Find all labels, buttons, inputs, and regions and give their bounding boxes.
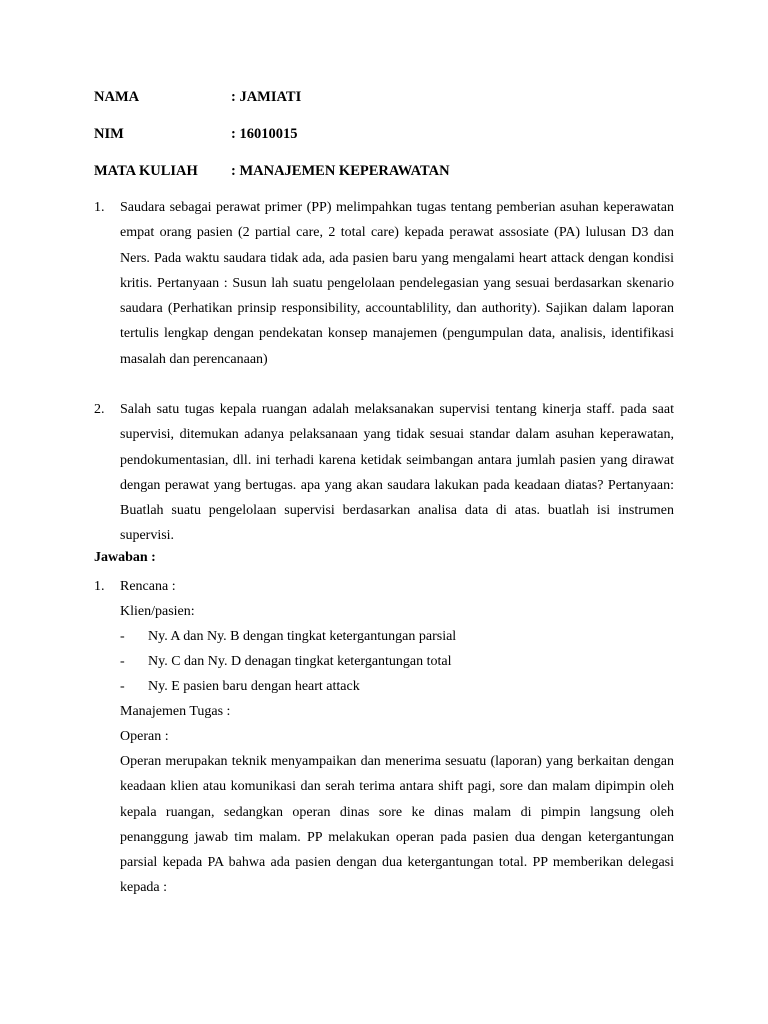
operan-label: Operan : bbox=[120, 729, 169, 744]
answer-heading: Jawaban : bbox=[94, 550, 156, 565]
bullet-item: Ny. E pasien baru dengan heart attack bbox=[148, 679, 360, 694]
answer-number: 1. bbox=[94, 579, 105, 594]
nama-value: : JAMIATI bbox=[231, 89, 302, 105]
nama-label: NAMA bbox=[94, 89, 140, 105]
bullet-item: Ny. C dan Ny. D denagan tingkat ketergantungan total bbox=[148, 654, 452, 669]
nim-value: : 16010015 bbox=[231, 126, 298, 142]
rencana-label: Rencana : bbox=[120, 579, 176, 594]
operan-paragraph: Operan merupakan teknik menyampaikan dan menerima sesuatu (laporan) yang berkaitan dengan keadaan klien atau komunikasi dan serah terima antara shift pagi, sore dan malam dipimpin oleh kepala ruangan, sedangkan operan dinas sore ke dinas malam di pimpin langsung oleh penanggung jawab tim malam. PP melakukan operan pada pasien dua dengan ketergantungan parsial kepada PA bahwa ada pasien dengan dua ketergantungan total. PP memberikan delegasi kepada : bbox=[120, 754, 674, 896]
manajemen-tugas-label: Manajemen Tugas : bbox=[120, 704, 231, 719]
question-2 bbox=[94, 397, 674, 549]
question-number: 2. bbox=[94, 402, 105, 417]
bullet-dash: - bbox=[120, 629, 125, 644]
klien-label: Klien/pasien: bbox=[120, 604, 195, 619]
matakuliah-label: MATA KULIAH bbox=[94, 163, 198, 179]
bullet-item: Ny. A dan Ny. B dengan tingkat ketergantungan parsial bbox=[148, 629, 457, 644]
question-text: Saudara sebagai perawat primer (PP) melimpahkan tugas tentang pemberian asuhan keperawatan empat orang pasien (2 partial care, 2 total care) kepada perawat assosiate (PA) lulusan D3 dan Ners. Pada waktu saudara tidak ada, ada pasien baru yang mengalami heart attack dengan kondisi kritis. Pertanyaan : Susun lah suatu pengelolaan pendelegasian yang sesuai berdasarkan skenario saudara (Perhatikan prinsip responsibility, accountablility, dan authority). Sajikan dalam laporan tertulis lengkap dengan pendekatan konsep manajemen (pengumpulan data, analisis, identifikasi masalah dan perencanaan) bbox=[120, 200, 674, 367]
bullet-dash: - bbox=[120, 679, 125, 694]
question-1 bbox=[94, 195, 674, 372]
matakuliah-value: : MANAJEMEN KEPERAWATAN bbox=[231, 163, 450, 179]
nim-label: NIM bbox=[94, 126, 124, 142]
question-number: 1. bbox=[94, 200, 105, 215]
bullet-dash: - bbox=[120, 654, 125, 669]
question-text: Salah satu tugas kepala ruangan adalah melaksanakan supervisi tentang kinerja staff. pada saat supervisi, ditemukan adanya pelaksanaan yang tidak sesuai standar dalam asuhan keperawatan, pendokumentasian, dll. ini terhadi karena ketidak seimbangan antara jumlah pasien yang dirawat dengan perawat yang bertugas. apa yang akan saudara lakukan pada keadaan diatas? Pertanyaan: Buatlah suatu pengelolaan supervisi berdasarkan analisa data di atas. buatlah isi instrumen supervisi. bbox=[120, 402, 674, 544]
